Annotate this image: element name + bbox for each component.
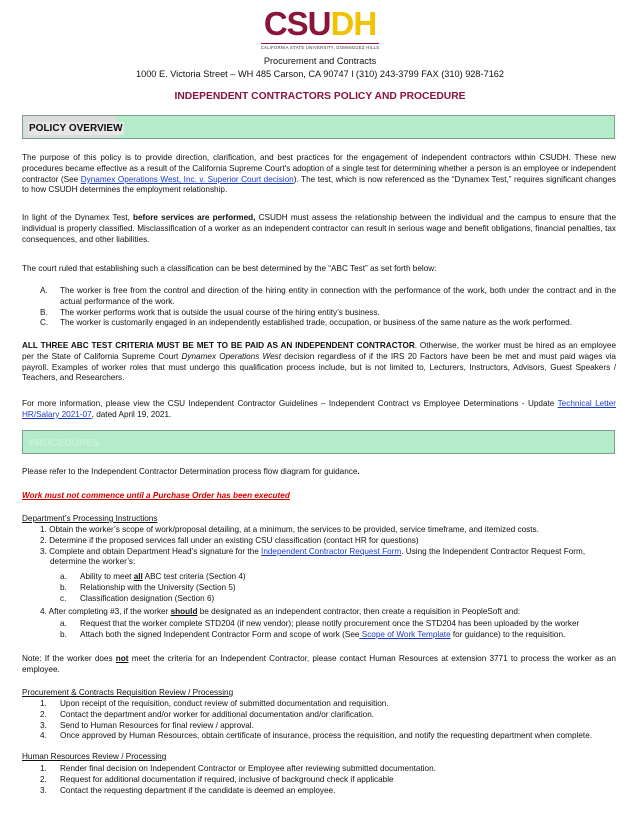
emphasis-not: not [115, 654, 129, 663]
list-marker: a. [60, 572, 67, 581]
p5-text-a: For more information, please view the CSU Independent Contractor Guidelines – Independent Contract vs Employee Determinations - Update [22, 399, 558, 408]
csudh-logo [0, 5, 640, 51]
abc-test-list [40, 286, 616, 329]
list-item [40, 547, 616, 558]
list-item-text: The worker performs work that is outside the usual course of the hiring entity’s business. [60, 307, 380, 317]
policy-paragraph-3 [22, 264, 616, 275]
p4-text-b: decision regardless of if the IRS 20 Factors have been be met and must paid wages via payroll. Examples of worker roles that must undergo this qualification process include, but is not limited to, Lecturers, Instructors, Advisors, Guest Speakers / Teachers, and Researchers. [22, 351, 616, 383]
scope-of-work-link[interactable]: Scope of Work Template [359, 629, 451, 639]
list-item-text: Contact the department and/or worker for additional documentation and/or clarification. [60, 709, 375, 719]
intro-text: Please refer to the Independent Contractor Determination process flow diagram for guidance [22, 467, 358, 476]
list-item [60, 582, 616, 594]
policy-paragraph-5 [22, 399, 616, 421]
logo-rule [261, 43, 379, 44]
list-item [40, 731, 616, 742]
list-marker: 3. [40, 785, 47, 795]
procurement-review-list [40, 699, 616, 742]
department-address: 1000 E. Victoria Street – WH 485 Carson, CA 90747 l (310) 243-3799 FAX (310) 928-7162 [135, 69, 505, 79]
list-item [60, 572, 616, 583]
list-item [40, 785, 616, 797]
list-marker: a. [60, 619, 67, 628]
step4-sub-list [60, 619, 616, 641]
procedures-banner [22, 430, 615, 454]
policy-paragraph-1 [22, 153, 616, 196]
list-item [40, 699, 616, 710]
department-name: Procurement and Contracts [263, 56, 377, 66]
list-marker: 3. [40, 720, 47, 730]
list-item-text: Contact the requesting department if the candidate is deemed an employee. [60, 785, 336, 795]
policy-overview-heading: POLICY OVERVIEW [29, 123, 123, 134]
dynamex-decision-link[interactable]: Dynamex Operations West, Inc. v. Superior Court decision [80, 174, 294, 184]
p4-italic: Dynamex Operations West [181, 351, 282, 361]
p1-text-a: The purpose of this policy is to provide direction, clarification, and best practices for the engagement of independent contractors within CSUDH. These new procedures became effective as a result of the California Supreme Court's adoption of a single test for determining whether a person is an employee or independent contractor (See [22, 153, 616, 184]
department-steps [40, 525, 616, 568]
logo-wordmark [263, 5, 377, 42]
technical-letter-link[interactable]: Technical Letter HR/Salary 2021-07 [22, 399, 617, 419]
p2-text-a: In light of the Dynamex Test, [22, 213, 133, 222]
list-marker: A. [40, 286, 48, 295]
logo-csu: CSU [263, 5, 331, 42]
list-item-text: 2. Determine if the proposed services fall under an existing CSU classification (contact HR for questions) [40, 535, 419, 545]
hr-note [22, 654, 616, 676]
department-step-4 [40, 607, 616, 618]
list-marker: 2. [40, 709, 47, 719]
list-item [60, 629, 616, 641]
list-item-text: Upon receipt of the requisition, conduct review of submitted documentation and requisition. [60, 699, 389, 708]
list-marker: 1. [40, 764, 47, 773]
list-item-text: . Using the Independent Contractor Request Form, [401, 546, 586, 556]
list-item [40, 764, 616, 775]
list-item [40, 720, 616, 732]
list-item-text: Once approved by Human Resources, obtain certificate of insurance, process the requisition, and notify the requesting department when complete. [60, 731, 593, 741]
p5-text-b: , dated April 19, 2021. [91, 409, 172, 419]
list-item-text: for guidance) to the requisition. [450, 629, 566, 639]
list-item-text: The worker is customarily engaged in an independently established trade, occupation, or business of the same nature as the work performed. [60, 318, 573, 328]
p3-text: The court ruled that establishing such a classification can be best determined by the “ABC Test” as set forth below: [22, 264, 437, 273]
request-form-link[interactable]: Independent Contractor Request Form [261, 546, 402, 556]
p2-text-b: CSUDH must assess the relationship between the individual and the campus to ensure that the individual is properly classified. Misclassification of a worker as an independent contractor can result in serious wage and benefit obligations, financial penalties, tax consequences, and other liabilities. [22, 213, 616, 244]
list-item-continuation: determine the worker’s: [50, 557, 136, 567]
note-text-b: meet the criteria for an Independent Contractor, please contact Human Resources at extension 3771 to process the worker as an employee. [22, 654, 616, 674]
list-marker: B. [40, 307, 48, 317]
list-marker: b. [60, 582, 67, 592]
p2-bold: before services are performed, [132, 213, 256, 222]
list-item-text: Request that the worker complete STD204 (if new vendor); please notify procurement once the STD204 has been uploaded by the worker [80, 619, 580, 628]
list-item-text: Request for additional documentation if required, inclusive of background check if applicable [60, 774, 394, 784]
list-item-text: Relationship with the University (Section 5) [80, 582, 236, 592]
list-item-text: 4. After completing #3, if the worker [40, 607, 171, 616]
department-instructions-heading: Department’s Processing Instructions [22, 514, 158, 523]
list-item-text: ABC test criteria (Section 4) [142, 572, 246, 581]
list-item [40, 525, 616, 536]
hr-review-list [40, 764, 616, 796]
intro-period: . [357, 467, 360, 476]
logo-subtitle: CALIFORNIA STATE UNIVERSITY, DOMINGUEZ HILLS [260, 45, 380, 50]
document-title: INDEPENDENT CONTRACTORS POLICY AND PROCEDURE [174, 91, 466, 102]
step3-sub-list [60, 572, 616, 604]
policy-paragraph-4 [22, 341, 616, 384]
list-item [40, 286, 616, 308]
policy-paragraph-2 [22, 213, 616, 245]
emphasis-all: all [133, 572, 143, 581]
list-item-text: 1. Obtain the worker’s scope of work/proposal detailing, at a minimum, the services to be provided, service timeframe, and itemized costs. [40, 525, 539, 534]
list-item [40, 307, 616, 319]
p4-bold: ALL THREE ABC TEST CRITERIA MUST BE MET TO BE PAID AS AN INDEPENDENT CONTRACTOR [22, 341, 415, 350]
p4-text-a: . Otherwise, the worker must be hired as an employee per the State of California Supreme Court [22, 341, 617, 361]
list-marker: 4. [40, 731, 47, 741]
logo-dh: DH [330, 5, 377, 42]
list-marker: C. [40, 318, 49, 328]
note-text-a: Note: If the worker does [22, 654, 116, 663]
p1-text-b: ). The test, which is now referenced as the “Dynamex Test,” requires significant changes to how CSUDH determines the employment relationship. [22, 174, 616, 195]
list-item-text: Send to Human Resources for final review / approval. [60, 720, 254, 730]
list-item [40, 536, 616, 547]
list-item [40, 318, 616, 329]
list-marker: 1. [40, 699, 47, 708]
procedures-heading: PROCEDURES [29, 438, 100, 449]
procurement-review-heading: Procurement & Contracts Requisition Review / Processing [22, 688, 234, 697]
list-item-text: Classification designation (Section 6) [80, 593, 215, 603]
purchase-order-warning [22, 491, 616, 502]
list-item [60, 593, 616, 605]
list-marker: c. [60, 593, 67, 603]
list-marker: 2. [40, 774, 47, 784]
list-marker: b. [60, 629, 67, 639]
procedures-intro [22, 467, 616, 478]
list-item-text: 3. Complete and obtain Department Head’s signature for the [40, 546, 262, 556]
list-item-text: Ability to meet [80, 572, 134, 581]
list-item-text: Attach both the signed Independent Contractor Form and scope of work (See [80, 629, 360, 639]
list-item-text: Render final decision on Independent Contractor or Employee after reviewing submitted documentation. [60, 764, 436, 773]
list-item [60, 619, 616, 630]
emphasis-should: should [170, 607, 198, 616]
list-item-text: be designated as an independent contractor, then create a requisition in PeopleSoft and: [197, 607, 521, 616]
warning-text: Work must not commence until a Purchase Order has been executed [22, 491, 290, 500]
hr-review-heading: Human Resources Review / Processing [22, 752, 167, 761]
list-item-text: The worker is free from the control and direction of the hiring entity in connection with the performance of the work, both under the contract and in the actual performance of the work. [60, 286, 616, 306]
list-item [40, 774, 616, 786]
list-item [40, 709, 616, 721]
policy-overview-banner [22, 115, 615, 139]
